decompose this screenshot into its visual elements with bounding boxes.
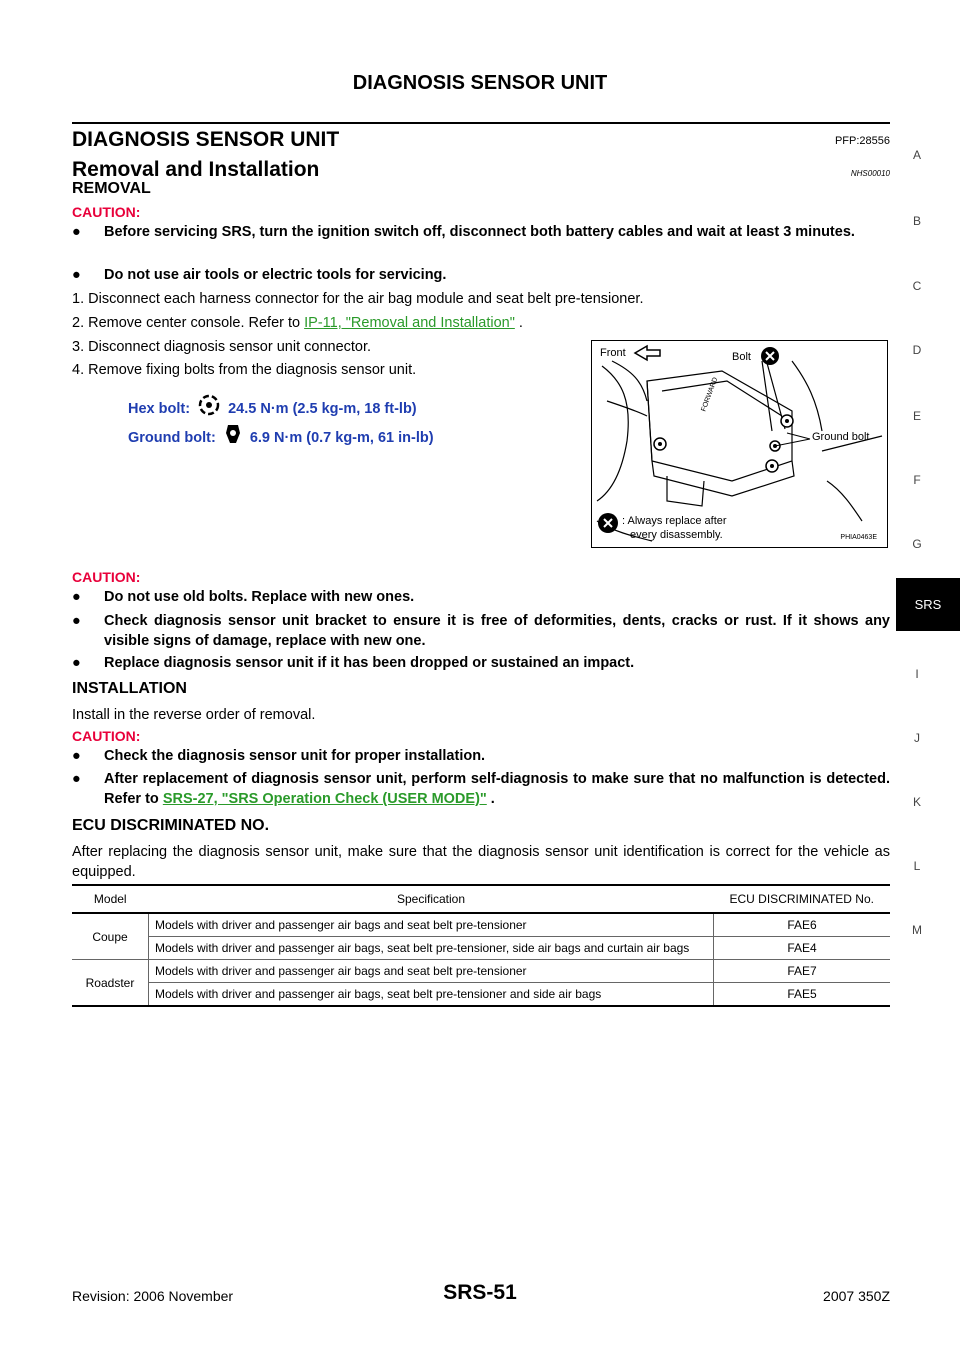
footer-model: 2007 350Z (823, 1288, 890, 1304)
torque-socket-icon (224, 423, 242, 449)
caution-bullet: ● Check diagnosis sensor unit bracket to ensure it is free of deformities, dents, cracks or rust. If it shows any visible signs of damage, replace with new one. (72, 613, 890, 649)
ground-bolt-label: Ground bolt (812, 431, 870, 443)
table-row (72, 937, 890, 960)
table-row (72, 983, 890, 1007)
ecu-text: After replacing the diagnosis sensor unit, make sure that the diagnosis sensor unit identification is correct for the vehicle as equipped. (72, 844, 890, 880)
caution-bullet: ● Do not use air tools or electric tools for servicing. (72, 267, 447, 283)
torque-wrench-icon (198, 394, 220, 420)
front-label: Front (600, 347, 626, 359)
bolt-label: Bolt (732, 351, 751, 363)
removal-caution-label: CAUTION: (72, 204, 141, 220)
tab-g[interactable]: G (912, 537, 922, 551)
header-rule (72, 122, 890, 124)
spec-cell: Models with driver and passenger air bags and seat belt pre-tensioner (149, 960, 714, 983)
replace-note-line2: every disassembly. (630, 529, 723, 541)
caution-bullet: ● Before servicing SRS, turn the ignition switch off, disconnect both battery cables and wait at least 3 minutes. (72, 224, 855, 240)
tab-l[interactable]: L (913, 859, 921, 873)
section-code: NHS00010 (850, 169, 890, 178)
removal-caution2-label: CAUTION: (72, 569, 141, 585)
bullet-icon: ● (72, 613, 81, 629)
tab-d[interactable]: D (912, 343, 922, 357)
ecu-cell: FAE7 (714, 960, 891, 983)
bullet-icon: ● (72, 748, 81, 764)
table-row (72, 913, 890, 937)
subtitle-row (72, 158, 890, 182)
tab-c[interactable]: C (912, 279, 922, 293)
footer-page-number: SRS-51 (443, 1281, 517, 1304)
sensor-unit-figure (591, 340, 888, 548)
caution-bullet: ● Do not use old bolts. Replace with new ones. (72, 589, 415, 605)
tab-b[interactable]: B (912, 214, 921, 228)
tab-a[interactable]: A (912, 148, 921, 162)
tab-f[interactable]: F (913, 473, 921, 487)
step-2: 2. Remove center console. Refer to IP-11, "Removal and Installation" . (72, 315, 523, 331)
column-header-ecu: ECU DISCRIMINATED No. (714, 885, 891, 913)
bullet-icon: ● (72, 655, 81, 671)
ecu-cell: FAE5 (714, 983, 891, 1007)
tab-m[interactable]: M (912, 923, 922, 937)
step-1: 1. Disconnect each harness connector for the air bag module and seat belt pre-tensioner. (72, 291, 644, 307)
page-header-title: DIAGNOSIS SENSOR UNIT (352, 72, 608, 94)
column-header-model: Model (72, 885, 149, 913)
ip-11-link[interactable]: IP-11, "Removal and Installation" (304, 315, 515, 331)
srs-27-link[interactable]: SRS-27, "SRS Operation Check (USER MODE)" (162, 791, 487, 807)
model-coupe: Coupe (72, 913, 149, 960)
ecu-cell: FAE4 (714, 937, 891, 960)
bullet-icon: ● (72, 771, 81, 787)
tab-e[interactable]: E (912, 409, 921, 423)
model-roadster: Roadster (72, 960, 149, 1007)
spec-cell: Models with driver and passenger air bags and seat belt pre-tensioner (149, 913, 714, 937)
pfp-code: PFP:28556 (834, 135, 890, 147)
bullet-icon: ● (72, 224, 81, 240)
bullet-icon: ● (72, 267, 81, 283)
bullet-icon: ● (72, 589, 81, 605)
tab-j[interactable]: J (914, 731, 920, 745)
tab-i[interactable]: I (915, 667, 919, 681)
installation-text: Install in the reverse order of removal. (72, 707, 316, 723)
ground-bolt-spec: Ground bolt: 6.9 N·m (0.7 kg-m, 61 in-lb) (128, 423, 434, 449)
spec-cell: Models with driver and passenger air bags, seat belt pre-tensioner, side air bags and curtain air bags (149, 937, 714, 960)
section-subtitle: Removal and Installation (72, 158, 320, 181)
tab-k[interactable]: K (912, 795, 921, 809)
hex-bolt-spec: Hex bolt: 24.5 N·m (2.5 kg-m, 18 ft-lb) (128, 394, 417, 420)
forward-label: FORWARD (700, 376, 720, 413)
step-4: 4. Remove fixing bolts from the diagnosis sensor unit. (72, 362, 417, 378)
figure-code: PHIA0463E (840, 534, 877, 541)
section-title: DIAGNOSIS SENSOR UNIT (72, 128, 340, 151)
step-3: 3. Disconnect diagnosis sensor unit connector. (72, 339, 372, 355)
ecu-heading: ECU DISCRIMINATED NO. (72, 817, 270, 834)
spec-cell: Models with driver and passenger air bags, seat belt pre-tensioner and side air bags (149, 983, 714, 1007)
installation-caution-label: CAUTION: (72, 728, 141, 744)
ecu-table (72, 884, 890, 1007)
caution-bullet: ● Replace diagnosis sensor unit if it has been dropped or sustained an impact. (72, 655, 635, 671)
ecu-cell: FAE6 (714, 913, 891, 937)
column-header-specification: Specification (149, 885, 714, 913)
footer-revision: Revision: 2006 November (72, 1288, 234, 1304)
replace-note-line1: : Always replace after (622, 515, 727, 527)
caution-bullet: ● After replacement of diagnosis sensor unit, perform self-diagnosis to make sure that no malfunction is detected. Refer to SRS-27, "SRS Operation Check (USER MODE)" . (72, 771, 890, 807)
tab-srs-active[interactable]: SRS (896, 578, 960, 631)
table-header-row (72, 885, 890, 913)
section-title-row (72, 128, 890, 152)
table-row (72, 960, 890, 983)
installation-heading: INSTALLATION (72, 680, 187, 697)
removal-heading: REMOVAL (72, 180, 151, 197)
caution-bullet: ● Check the diagnosis sensor unit for proper installation. (72, 748, 486, 764)
